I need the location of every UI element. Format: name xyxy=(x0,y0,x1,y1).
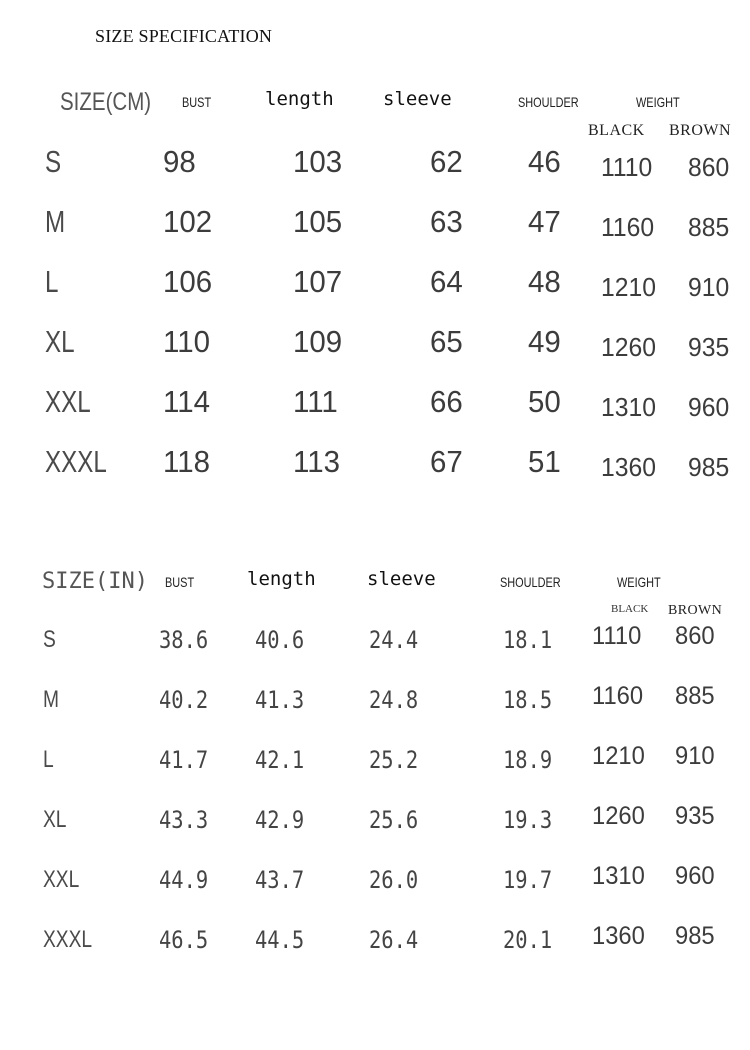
cell-size: M xyxy=(45,204,66,239)
cell-weight-black: 1160 xyxy=(601,212,655,242)
cell-weight-brown: 985 xyxy=(675,922,715,950)
cell-size: XXXL xyxy=(43,926,93,953)
cell-weight-black: 1210 xyxy=(601,272,656,302)
cell-weight-black: 1110 xyxy=(601,152,653,182)
header-weight: WEIGHT xyxy=(617,574,661,590)
cell-sleeve: 66 xyxy=(430,384,463,419)
cell-bust: 44.9 xyxy=(159,866,209,894)
cell-weight-brown: 935 xyxy=(675,802,715,830)
cell-bust: 46.5 xyxy=(159,926,209,954)
cell-sleeve: 26.4 xyxy=(369,926,419,954)
header-black: BLACK xyxy=(611,603,649,615)
cell-bust: 118 xyxy=(163,444,210,479)
cell-sleeve: 67 xyxy=(430,444,463,479)
page-title: SIZE SPECIFICATION xyxy=(95,26,273,46)
cell-length: 43.7 xyxy=(255,866,305,894)
cell-sleeve: 24.4 xyxy=(369,626,419,654)
cell-weight-black: 1160 xyxy=(592,682,644,710)
cell-length: 107 xyxy=(293,264,343,299)
cell-sleeve: 26.0 xyxy=(369,866,419,894)
cell-size: XXL xyxy=(43,866,80,893)
cell-sleeve: 25.2 xyxy=(369,746,419,774)
cell-bust: 106 xyxy=(163,264,213,299)
cell-length: 42.1 xyxy=(255,746,305,774)
cell-sleeve: 63 xyxy=(430,204,463,239)
cell-weight-brown: 960 xyxy=(688,392,730,422)
cell-shoulder: 50 xyxy=(528,384,561,419)
cell-bust: 40.2 xyxy=(159,686,209,714)
cell-length: 109 xyxy=(293,324,343,359)
cell-weight-black: 1310 xyxy=(601,392,656,422)
cell-length: 42.9 xyxy=(255,806,305,834)
cell-size: S xyxy=(45,144,62,179)
cell-shoulder: 48 xyxy=(528,264,561,299)
header-length: length xyxy=(265,88,334,110)
header-brown: BROWN xyxy=(668,603,723,618)
cell-bust: 43.3 xyxy=(159,806,209,834)
cell-sleeve: 65 xyxy=(430,324,463,359)
header-bust: BUST xyxy=(165,574,195,590)
cell-size: XXXL xyxy=(45,444,107,479)
cell-weight-brown: 935 xyxy=(688,332,730,362)
header-bust: BUST xyxy=(182,94,212,110)
cell-length: 105 xyxy=(293,204,343,239)
cell-length: 44.5 xyxy=(255,926,305,954)
cell-length: 40.6 xyxy=(255,626,305,654)
cell-weight-brown: 985 xyxy=(688,452,730,482)
cell-weight-brown: 910 xyxy=(675,742,715,770)
header-black: BLACK xyxy=(588,122,645,139)
cell-shoulder: 51 xyxy=(528,444,561,479)
cell-bust: 38.6 xyxy=(159,626,209,654)
cell-shoulder: 18.5 xyxy=(503,686,553,714)
cell-size: M xyxy=(43,686,59,713)
header-sleeve: sleeve xyxy=(383,88,452,110)
cell-weight-brown: 885 xyxy=(688,212,730,242)
cell-sleeve: 25.6 xyxy=(369,806,419,834)
cell-weight-brown: 960 xyxy=(675,862,715,890)
header-shoulder: SHOULDER xyxy=(518,94,579,110)
header-sleeve: sleeve xyxy=(367,568,436,590)
cell-size: XXL xyxy=(45,384,91,419)
cell-length: 103 xyxy=(293,144,343,179)
header-shoulder: SHOULDER xyxy=(500,574,561,590)
header-weight: WEIGHT xyxy=(636,94,680,110)
header-length: length xyxy=(247,568,316,590)
cell-weight-black: 1260 xyxy=(601,332,656,362)
cell-bust: 114 xyxy=(163,384,210,419)
cell-weight-black: 1210 xyxy=(592,742,645,770)
cell-shoulder: 49 xyxy=(528,324,561,359)
cell-bust: 102 xyxy=(163,204,213,239)
cell-size: L xyxy=(43,746,54,773)
cell-shoulder: 19.3 xyxy=(503,806,553,834)
cell-weight-black: 1360 xyxy=(592,922,645,950)
cell-shoulder: 47 xyxy=(528,204,561,239)
cell-weight-black: 1110 xyxy=(592,622,642,650)
cell-size: XL xyxy=(45,324,75,359)
cell-bust: 110 xyxy=(163,324,210,359)
cell-weight-brown: 910 xyxy=(688,272,730,302)
cell-bust: 98 xyxy=(163,144,196,179)
cell-bust: 41.7 xyxy=(159,746,209,774)
cell-shoulder: 18.1 xyxy=(503,626,553,654)
cell-sleeve: 64 xyxy=(430,264,463,299)
cell-length: 111 xyxy=(293,384,338,419)
cell-weight-brown: 860 xyxy=(688,152,730,182)
cell-size: S xyxy=(43,626,56,653)
cell-size: XL xyxy=(43,806,67,833)
cell-weight-black: 1260 xyxy=(592,802,645,830)
header-size: SIZE(IN) xyxy=(42,569,148,594)
cell-sleeve: 24.8 xyxy=(369,686,419,714)
header-brown: BROWN xyxy=(669,122,732,139)
cell-weight-black: 1360 xyxy=(601,452,656,482)
cell-length: 113 xyxy=(293,444,340,479)
cell-weight-brown: 860 xyxy=(675,622,715,650)
cell-size: L xyxy=(45,264,59,299)
header-size: SIZE(CM) xyxy=(60,88,152,116)
cell-length: 41.3 xyxy=(255,686,305,714)
cell-weight-brown: 885 xyxy=(675,682,715,710)
cell-weight-black: 1310 xyxy=(592,862,645,890)
cell-shoulder: 46 xyxy=(528,144,561,179)
cell-shoulder: 18.9 xyxy=(503,746,553,774)
cell-shoulder: 19.7 xyxy=(503,866,553,894)
cell-shoulder: 20.1 xyxy=(503,926,553,954)
cell-sleeve: 62 xyxy=(430,144,463,179)
